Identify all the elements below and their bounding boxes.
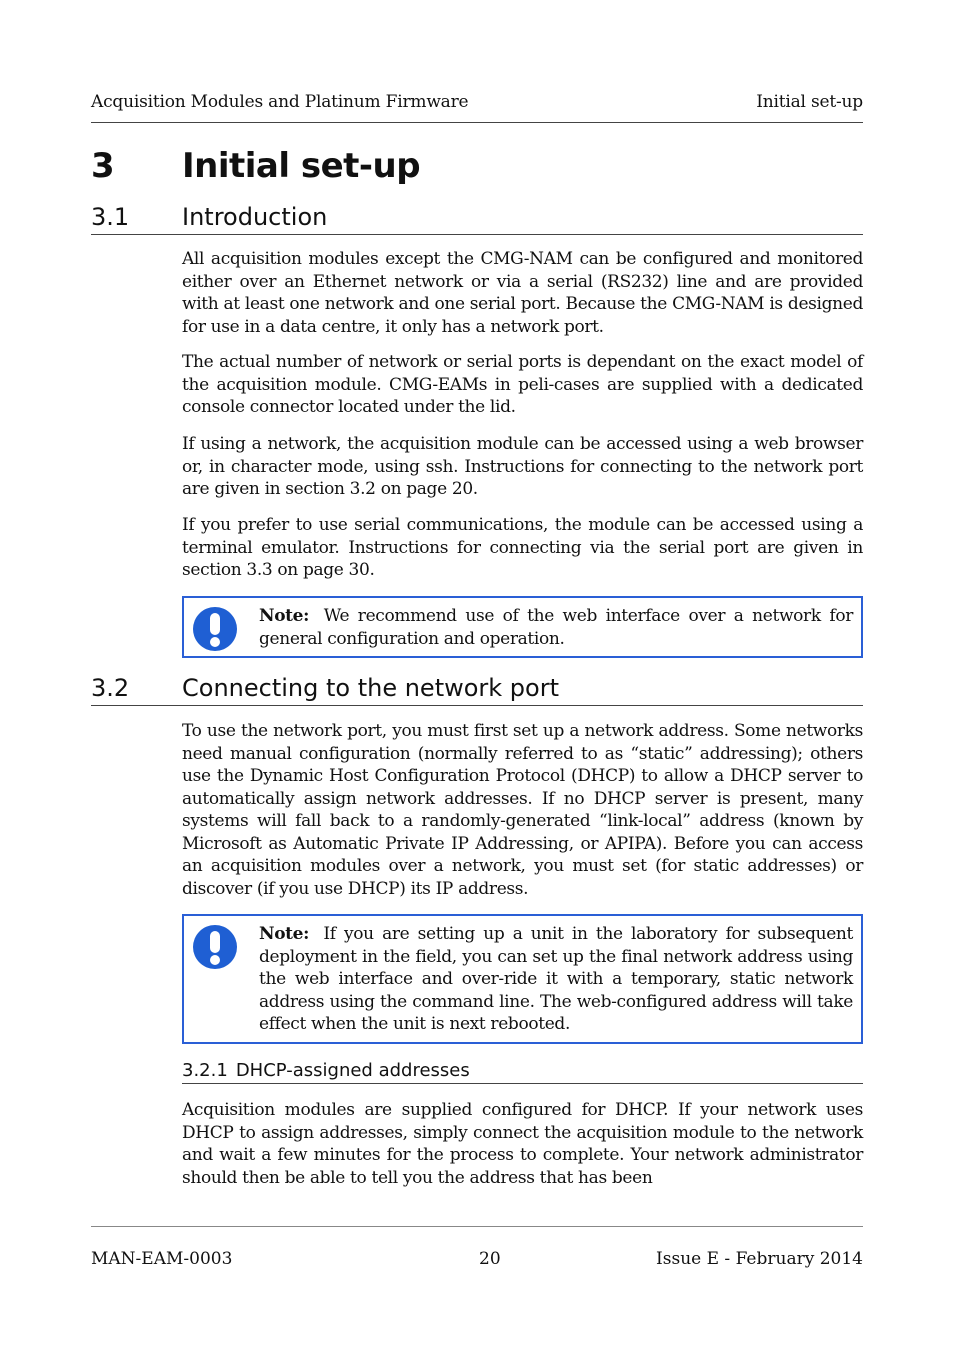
header-right: Initial set-up (756, 92, 863, 112)
paragraph: All acquisition modules except the CMG-NAM can be configured and monitored either over an Ethernet network or via a serial (RS232) line and are provided with at least one network and one serial port. Because the CMG-NAM is designed for use in a data centre, it only has a network port. (182, 249, 863, 337)
section-number: 3.2 (91, 674, 130, 702)
note-label: Note: (259, 606, 310, 626)
section-title: Introduction (182, 203, 328, 231)
subsection-heading-3-2-1 (182, 1058, 863, 1084)
page-footer (91, 1226, 863, 1269)
exclamation-icon (192, 606, 238, 652)
note-box (182, 914, 863, 1044)
paragraph: Acquisition modules are supplied configured for DHCP. If your network uses DHCP to assign addresses, simply connect the acquisition module to the network and wait a few minutes for the process to complete. Your network administrator should then be able to tell you the address that has been (182, 1100, 863, 1188)
header-left: Acquisition Modules and Platinum Firmware (91, 92, 469, 112)
section-heading-3-2 (91, 671, 863, 706)
note-body: If you are setting up a unit in the laboratory for subsequent deployment in the field, you can set up the final network address using the web interface and over-ride it with a temporary, static network address using the command line. The web-configured address will take effect when the unit is next rebooted. (259, 924, 853, 1034)
paragraph: If you prefer to use serial communications, the module can be accessed using a terminal emulator. Instructions for connecting via the serial port are given in section 3.3 on page 30. (182, 515, 863, 580)
paragraph: The actual number of network or serial ports is dependant on the exact model of the acquisition module. CMG-EAMs in peli-cases are supplied with a dedicated console connector located under the lid. (182, 352, 863, 417)
chapter-number: 3 (91, 146, 115, 186)
subsection-title: DHCP-assigned addresses (235, 1060, 470, 1081)
note-box (182, 596, 863, 658)
note-label: Note: (259, 924, 310, 944)
note-text (259, 605, 853, 650)
chapter-title: Initial set-up (182, 146, 421, 186)
paragraph: To use the network port, you must first set up a network address. Some networks need manual configuration (normally referred to as “static” addressing); others use the Dynamic Host Configuration Protocol (DHCP) to allow a DHCP server to automatically assign network addresses. If no DHCP server is present, many systems will fall back to a randomly-generated “link-local” address (known by Microsoft as Automatic Private IP Addressing, or APIPA). Before you can access an acquisition modules over a network, you must set (for static addresses) or discover (if you use DHCP) its IP address. (182, 721, 863, 899)
chapter-heading (91, 146, 420, 186)
running-header (91, 90, 863, 123)
subsection-number: 3.2.1 (182, 1060, 228, 1081)
exclamation-icon (192, 924, 238, 970)
note-body: We recommend use of the web interface over a network for general configuration and operation. (259, 606, 853, 649)
issue-date: Issue E - February 2014 (656, 1249, 863, 1269)
note-text (259, 923, 853, 1036)
paragraph: If using a network, the acquisition module can be accessed using a web browser or, in character mode, using ssh. Instructions for connecting to the network port are given in section 3.2 on page 20. (182, 434, 863, 499)
section-heading-3-1 (91, 200, 863, 235)
page-number: 20 (479, 1249, 501, 1269)
section-title: Connecting to the network port (182, 674, 560, 702)
section-number: 3.1 (91, 203, 130, 231)
document-id: MAN-EAM-0003 (91, 1249, 233, 1269)
